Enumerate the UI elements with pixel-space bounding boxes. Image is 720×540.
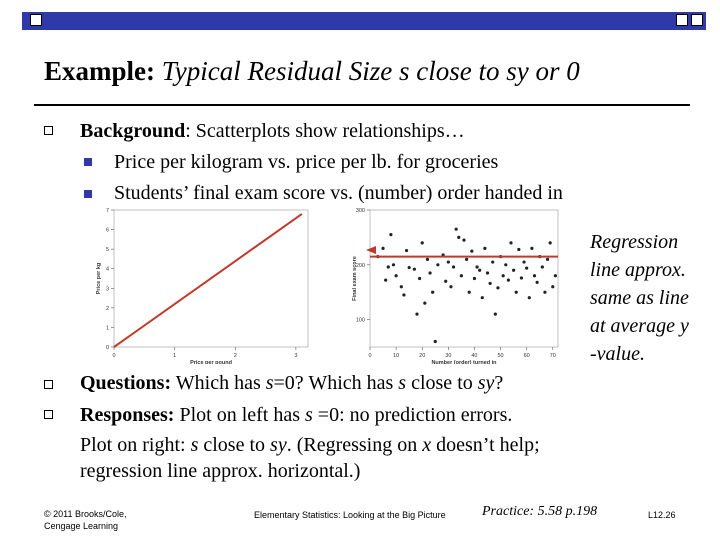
footer-book-title: Elementary Statistics: Looking at the Big Picture <box>254 510 446 520</box>
footer-slide-id: L12.26 <box>648 510 676 520</box>
questions-text-d: ? <box>494 372 504 394</box>
left-scatterplot <box>86 204 326 364</box>
data-point <box>502 274 505 277</box>
data-point <box>392 263 395 266</box>
data-point <box>520 276 523 279</box>
data-point <box>549 241 552 244</box>
footer-copyright-2: Cengage Learning <box>44 521 119 531</box>
regression-note-line-4: at average y <box>590 315 689 337</box>
right-scatterplot <box>336 204 566 364</box>
data-point <box>533 274 536 277</box>
data-point <box>431 291 434 294</box>
data-point <box>421 241 424 244</box>
title-sy: sy <box>506 56 529 86</box>
data-point <box>470 250 473 253</box>
y-tick-label: 2 <box>105 305 109 312</box>
data-point <box>387 265 390 268</box>
data-point <box>522 260 525 263</box>
data-point <box>428 271 431 274</box>
y-tick-label: 200 <box>355 262 365 269</box>
data-point <box>418 277 421 280</box>
data-point <box>478 269 481 272</box>
questions-s: s <box>265 372 274 394</box>
responses-line2-x: x <box>422 434 432 456</box>
data-point <box>541 265 544 268</box>
data-point <box>528 296 531 299</box>
data-point <box>452 265 455 268</box>
data-point <box>509 241 512 244</box>
title-rule <box>34 104 690 106</box>
data-point <box>543 291 546 294</box>
questions-text-a: Which has <box>171 372 266 394</box>
regression-note-line-2: line approx. <box>590 259 686 281</box>
data-point <box>389 233 392 236</box>
y-axis-label: Price per kg <box>96 262 102 295</box>
data-point <box>494 313 497 316</box>
data-point <box>481 296 484 299</box>
sub-bullet-2-marker <box>84 190 92 198</box>
x-tick-label: 50 <box>497 353 504 359</box>
x-axis-label: Price per pound <box>190 360 232 364</box>
regression-note-line-5: -value. <box>590 343 645 365</box>
data-point <box>504 263 507 266</box>
slide-title <box>44 56 580 87</box>
data-point <box>507 279 510 282</box>
data-point <box>515 291 518 294</box>
data-point <box>491 260 494 263</box>
x-tick-label: 40 <box>471 353 478 359</box>
data-point <box>554 274 557 277</box>
y-tick-label: 3 <box>105 286 109 293</box>
data-point <box>400 285 403 288</box>
y-tick-label: 4 <box>105 266 109 273</box>
data-point <box>473 277 476 280</box>
x-tick-label: 1 <box>173 353 177 359</box>
window-square-right-2 <box>691 14 703 26</box>
questions-text-b: =0? Which has <box>273 372 399 394</box>
bullet-responses <box>80 404 512 427</box>
responses-line2-s: s <box>190 434 199 456</box>
responses-line2-sy: sy <box>270 434 287 456</box>
data-point <box>395 274 398 277</box>
responses-line2-d: doesn’t help; <box>431 434 540 456</box>
sub-bullet-1-marker <box>84 158 92 166</box>
regression-note-line-3: same as line <box>590 287 689 309</box>
data-point <box>402 293 405 296</box>
data-point <box>530 247 533 250</box>
x-tick-label: 70 <box>549 353 556 359</box>
data-point <box>436 263 439 266</box>
responses-label: Responses: <box>80 404 175 426</box>
data-point <box>423 302 426 305</box>
data-point <box>408 266 411 269</box>
bullet-2-marker <box>44 380 53 389</box>
data-point <box>426 258 429 261</box>
bullet-questions <box>80 372 503 395</box>
footer-copyright <box>44 508 127 532</box>
responses-text-a: Plot on left has <box>174 404 305 426</box>
data-point <box>384 279 387 282</box>
x-tick-label: 20 <box>419 353 426 359</box>
data-point <box>447 260 450 263</box>
questions-text-c: close to <box>406 372 478 394</box>
plot-area <box>370 210 558 347</box>
x-tick-label: 30 <box>445 353 452 359</box>
data-point <box>381 247 384 250</box>
data-point <box>405 249 408 252</box>
window-square-left <box>30 14 42 26</box>
responses-line-2 <box>80 434 540 457</box>
x-tick-label: 3 <box>294 353 298 359</box>
footer-practice: Practice: 5.58 p.198 <box>482 504 598 519</box>
data-point <box>525 266 528 269</box>
data-point <box>486 271 489 274</box>
bullet-background <box>80 120 465 143</box>
responses-line2-b: close to <box>198 434 271 456</box>
y-tick-label: 300 <box>355 208 365 214</box>
data-point <box>483 247 486 250</box>
data-point <box>468 291 471 294</box>
y-tick-label: 5 <box>105 247 109 254</box>
bullet-3-marker <box>44 410 53 419</box>
sub-bullet-groceries: Price per kilogram vs. price per lb. for groceries <box>114 151 499 173</box>
title-tail: or 0 <box>535 56 580 86</box>
data-point <box>462 239 465 242</box>
data-point <box>444 280 447 283</box>
data-point <box>496 286 499 289</box>
responses-text-b: =0: no prediction errors. <box>312 404 513 426</box>
x-tick-label: 0 <box>368 353 372 359</box>
data-point <box>457 236 460 239</box>
x-tick-label: 2 <box>233 353 237 359</box>
y-tick-label: 100 <box>355 317 365 324</box>
bullet-background-label: Background <box>80 120 186 142</box>
questions-label: Questions: <box>80 372 172 394</box>
footer-copyright-1: © 2011 Brooks/Cole, <box>44 509 127 519</box>
x-axis-label: Number (order) turned in <box>431 360 497 364</box>
responses-line2-c: . (Regressing on <box>286 434 423 456</box>
data-point <box>551 285 554 288</box>
title-italic: Typical Residual Size s close to <box>161 56 500 86</box>
responses-s: s <box>305 404 313 426</box>
data-point <box>455 228 458 231</box>
y-tick-label: 0 <box>105 345 109 351</box>
sub-bullet-exam: Students’ final exam score vs. (number) order handed in <box>114 182 563 204</box>
y-axis-label: Final exam score <box>352 256 358 301</box>
data-point <box>434 340 437 343</box>
data-point <box>449 285 452 288</box>
data-point <box>536 281 539 284</box>
x-tick-label: 60 <box>523 353 530 359</box>
data-point <box>489 282 492 285</box>
data-point <box>465 258 468 261</box>
bullet-1-marker <box>44 126 53 135</box>
data-point <box>546 258 549 261</box>
data-point <box>460 274 463 277</box>
responses-line-3: regression line approx. horizontal.) <box>80 460 361 482</box>
data-point <box>512 269 515 272</box>
data-point <box>475 265 478 268</box>
x-tick-label: 0 <box>112 353 116 359</box>
data-point <box>415 313 418 316</box>
y-tick-label: 1 <box>105 325 109 332</box>
top-title-bar <box>22 12 706 30</box>
data-point <box>517 248 520 251</box>
questions-s2: s <box>398 372 407 394</box>
data-point <box>413 268 416 271</box>
questions-sy: sy <box>477 372 495 394</box>
bullet-background-text: : Scatterplots show relationships… <box>185 120 465 142</box>
regression-note-line-1: Regression <box>590 231 679 253</box>
y-tick-label: 7 <box>105 208 109 214</box>
x-tick-label: 10 <box>393 353 400 359</box>
title-bold: Example: <box>44 56 155 86</box>
regression-note <box>590 228 689 368</box>
y-tick-label: 6 <box>105 227 109 234</box>
responses-line2-a: Plot on right: <box>80 434 191 456</box>
window-square-right-1 <box>676 14 688 26</box>
